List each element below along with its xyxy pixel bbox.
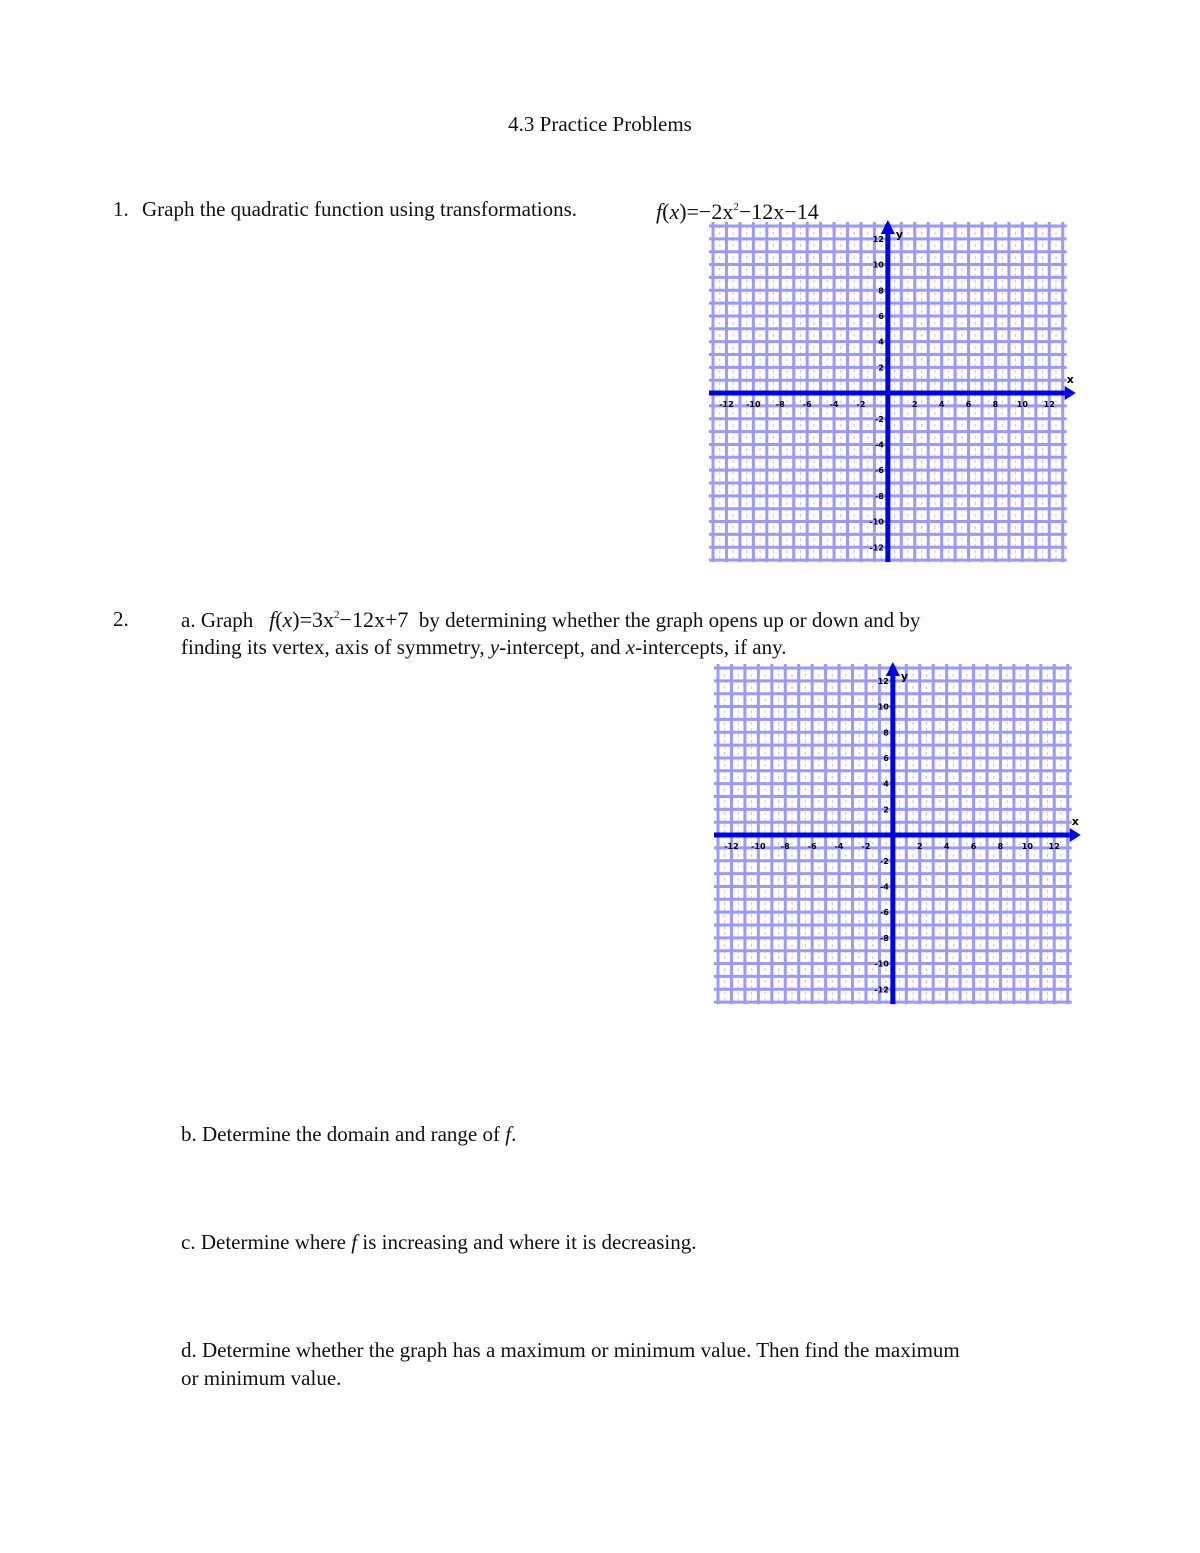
problem-2d-line2: or minimum value. [181, 1366, 342, 1390]
y-tick-label: 2 [883, 805, 889, 815]
x-tick-label: -6 [802, 400, 812, 410]
y-tick-label: -6 [879, 908, 889, 918]
y-tick-label: 4 [878, 337, 884, 347]
y-tick-label: 10 [877, 702, 889, 712]
x-tick-label: -2 [856, 400, 866, 410]
x-tick-label: -4 [829, 400, 839, 410]
x-tick-label: -10 [746, 400, 761, 410]
problem-2d-line1: d. Determine whether the graph has a maximum or minimum value. Then find the maximum [181, 1338, 960, 1362]
y-tick-label: -2 [879, 856, 889, 866]
y-tick-label: -4 [874, 440, 884, 450]
y-tick-label: 12 [872, 234, 884, 244]
x-tick-label: 2 [911, 400, 918, 410]
x-tick-label: 8 [997, 842, 1004, 852]
y-tick-label: 4 [883, 779, 889, 789]
coordinate-grid-2[interactable] [712, 660, 1094, 1012]
y-tick-label: -8 [879, 933, 889, 943]
x-tick-label: 6 [970, 842, 977, 852]
x-tick-label: -8 [775, 400, 785, 410]
y-tick-label: 6 [883, 753, 889, 763]
y-tick-label: 8 [883, 728, 889, 738]
y-tick-label: -4 [879, 882, 889, 892]
y-tick-label: -8 [874, 491, 884, 501]
y-tick-label: -12 [869, 543, 884, 553]
x-tick-label: 4 [943, 842, 950, 852]
x-tick-label: 12 [1048, 842, 1060, 852]
problem-2b: b. Determine the domain and range of f. [181, 1122, 517, 1146]
problem-2-number: 2. [113, 607, 129, 631]
x-tick-label: 10 [1021, 842, 1033, 852]
x-axis-arrow-icon [1065, 386, 1076, 400]
y-tick-label: 2 [878, 363, 884, 373]
y-axis-label: y [895, 228, 904, 241]
y-tick-label: 8 [878, 286, 884, 296]
grid-svg [712, 660, 1094, 1012]
x-tick-label: 2 [916, 842, 923, 852]
problem-1-text: Graph the quadratic function using transformations. [142, 197, 578, 221]
x-tick-label: 6 [965, 400, 972, 410]
problem-1-function: $f(x)=-2x^2-12x-14$ [656, 199, 819, 224]
x-tick-label: 10 [1016, 400, 1028, 410]
x-tick-label: 8 [992, 400, 999, 410]
x-tick-label: 4 [938, 400, 945, 410]
y-tick-label: 10 [872, 260, 884, 270]
y-tick-label: -12 [874, 985, 889, 995]
x-tick-label: -2 [861, 842, 871, 852]
x-tick-label: -6 [807, 842, 817, 852]
problem-1-number: 1. [113, 197, 129, 221]
x-tick-label: -4 [834, 842, 844, 852]
x-tick-label: -12 [719, 400, 734, 410]
problem-2a-line1: a. Graph $f(x)=3x^2-12x+7$ by determining whether the graph opens up or down and by [181, 607, 921, 632]
y-tick-label: -6 [874, 466, 884, 476]
page-title: 4.3 Practice Problems [508, 112, 692, 136]
x-tick-label: -10 [751, 842, 766, 852]
grid-svg [707, 218, 1089, 570]
x-tick-label: 12 [1043, 400, 1055, 410]
y-tick-label: -10 [874, 959, 889, 969]
y-tick-label: -10 [869, 517, 884, 527]
x-tick-label: -12 [724, 842, 739, 852]
x-tick-label: -8 [780, 842, 790, 852]
y-tick-label: 12 [877, 676, 889, 686]
coordinate-grid-1[interactable] [707, 218, 1089, 570]
y-tick-label: 6 [878, 311, 884, 321]
problem-2a-line2: finding its vertex, axis of symmetry, y-intercept, and x-intercepts, if any. [181, 635, 787, 659]
problem-2-function: $f(x)=3x^2-12x+7$ [269, 607, 409, 632]
x-axis-arrow-icon [1070, 828, 1081, 842]
problem-2c: c. Determine where f is increasing and where it is decreasing. [181, 1230, 697, 1254]
y-tick-label: -2 [874, 414, 884, 424]
x-axis-label: x [1071, 815, 1079, 829]
x-axis-label: x [1066, 373, 1074, 387]
y-axis-label: y [900, 670, 909, 683]
